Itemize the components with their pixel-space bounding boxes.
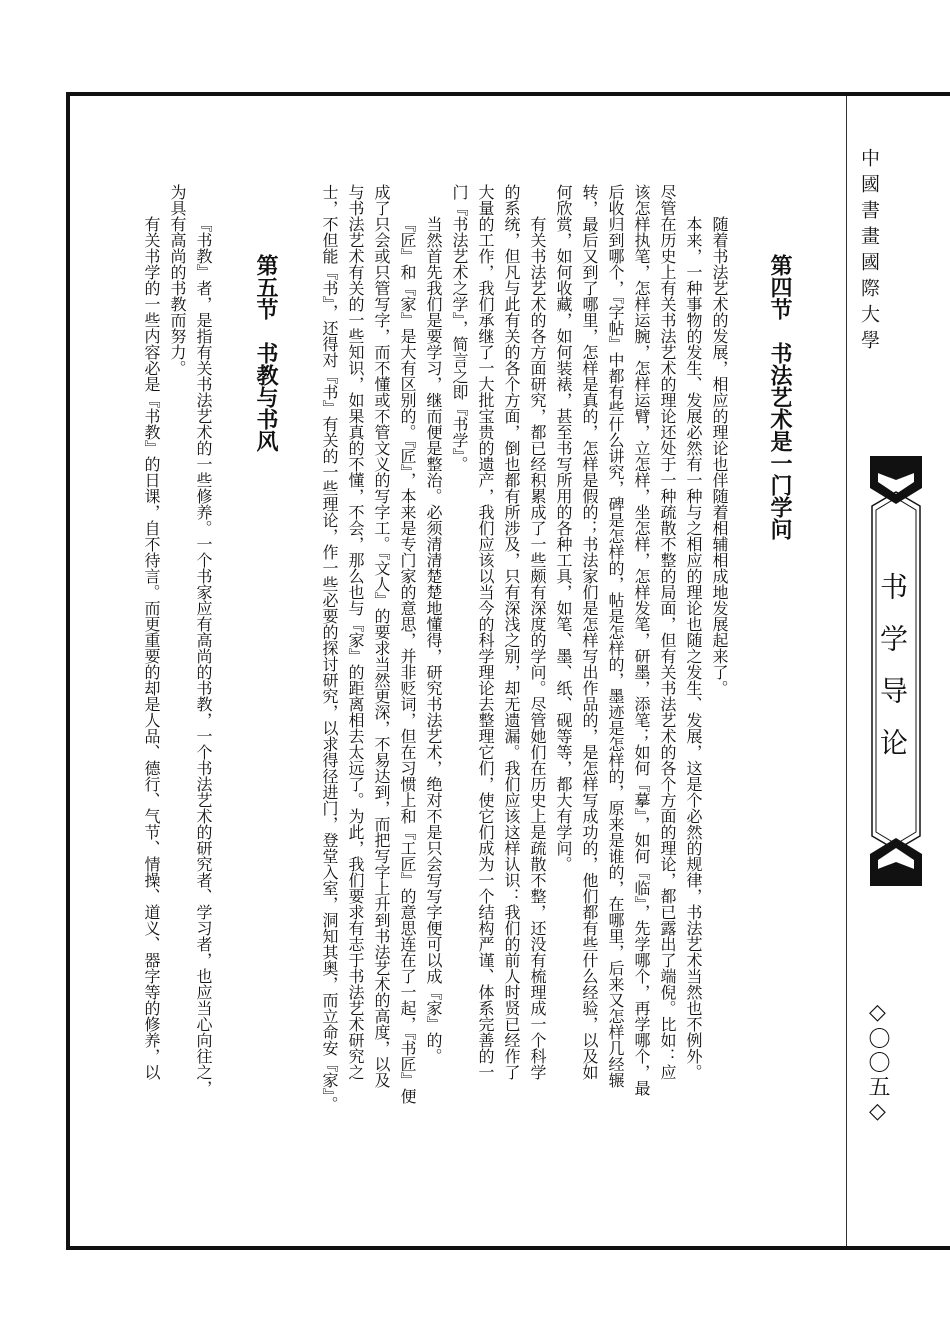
- book-title: 书学导论: [876, 572, 909, 780]
- text-column: 尽管在历史上有关书法艺术的理论还处于一种疏散不整的局面，但有关书法艺术的各个方面的理论，都已露出了端倪。比如：应: [658, 184, 677, 1080]
- text-column: 随着书法艺术的发展，相应的理论也伴随着相辅相成地发展起来了。: [710, 216, 729, 696]
- text-column: 大量的工作，我们承继了一大批宝贵的遗产，我们应该以当今的科学理论去整理它们，使它们成为一个结构严谨、体系完善的一: [476, 184, 495, 1080]
- text-column: 本来，一种事物的发生、发展必然有一种与之相应的理论也随之发生、发展，这是个必然的规律，书法艺术当然也不例外。: [684, 216, 703, 1080]
- text-column: 后收归到哪个，『字帖』中都有些什么讲究，碑是怎样的，帖是怎样的，墨迹是怎样的，原来是谁的，在哪里，后来又怎样几经辗: [606, 184, 625, 1088]
- section-5-heading: 第五节 书教与书风: [253, 254, 278, 452]
- text-column: 为具有高尚的书教而努力。: [168, 184, 187, 376]
- page-number: ◇〇〇五◇: [865, 1000, 890, 1126]
- text-column: 该怎样执笔，怎样运腕，怎样运臂，立怎样，坐怎样，怎样发笔，研墨，添笔；如何『摹』，如何『临』，先学哪个，再学哪个，最: [632, 184, 651, 1096]
- text-column: 门『书法艺术之学』，简言之即『书学』。: [450, 184, 469, 472]
- text-column: 士，不但能『书』，还得对『书』有关的一些理论，作一些必要的探讨研究，以求得径进门，登堂入室，洞知其奥，而立命安『家』。: [320, 184, 339, 1112]
- text-column: 的系统，但凡与此有关的各个方面，倒也都有所涉及，只有深浅之别，却无遗漏。我们应该这样认识：我们的前人时贤已经作了: [502, 184, 521, 1080]
- text-column: 有关书法艺术的各方面研究，都已经积累成了一些颇有深度的学问。尽管她们在历史上是疏散不整，还没有梳理成一个科学: [528, 216, 547, 1080]
- text-column: 何欣赏，如何收藏，如何装裱，甚至书写所用的各种工具，如笔、墨、纸、砚等等，都大有学问。: [554, 184, 573, 872]
- section-4-heading: 第四节 书法艺术是一门学问: [767, 254, 792, 540]
- school-name: 中國書畫國際大學: [858, 148, 880, 356]
- text-column: 与书法艺术有关的一些知识，如果真的不懂，不会，那么也与『家』的距离相去太远了。为此，我们要求有志于书法艺术研究之: [346, 184, 365, 1080]
- sidebar-divider: [846, 96, 847, 1246]
- text-column: 当然首先我们是要学习，继而便是整治。必须清清楚楚地懂得，研究书法艺术，绝对不是只会写写字便可以成『家』的。: [424, 216, 443, 1064]
- text-column: 『书教』者，是指有关书法艺术的一些修养。一个书家应有高尚的书教，一个书法艺术的研究者、学习者，也应当心向往之，: [194, 216, 213, 1096]
- text-column: 转，最后又到了哪里，怎样是真的，怎样是假的；书法家们是怎样写出作品的，是怎样写成功的，他们都有些什么经验，以及如: [580, 184, 599, 1080]
- text-column: 成了只会或只管写字，而不懂或不管文义的写字工。『文人』的要求当然更深，不易达到，而把写字上升到书法艺术的高度，以及: [372, 184, 391, 1088]
- text-column: 『匠』和『家』是大有区别的。『匠』，本来是专门家的意思，并非贬词，但在习惯上和『工匠』的意思连在了一起，『书匠』便: [398, 216, 417, 1104]
- text-column: 有关书学的一些内容必是『书教』的日课，自不待言。而更重要的却是人品、德行、气节、情操、道义、器字等的修养，以: [142, 216, 161, 1080]
